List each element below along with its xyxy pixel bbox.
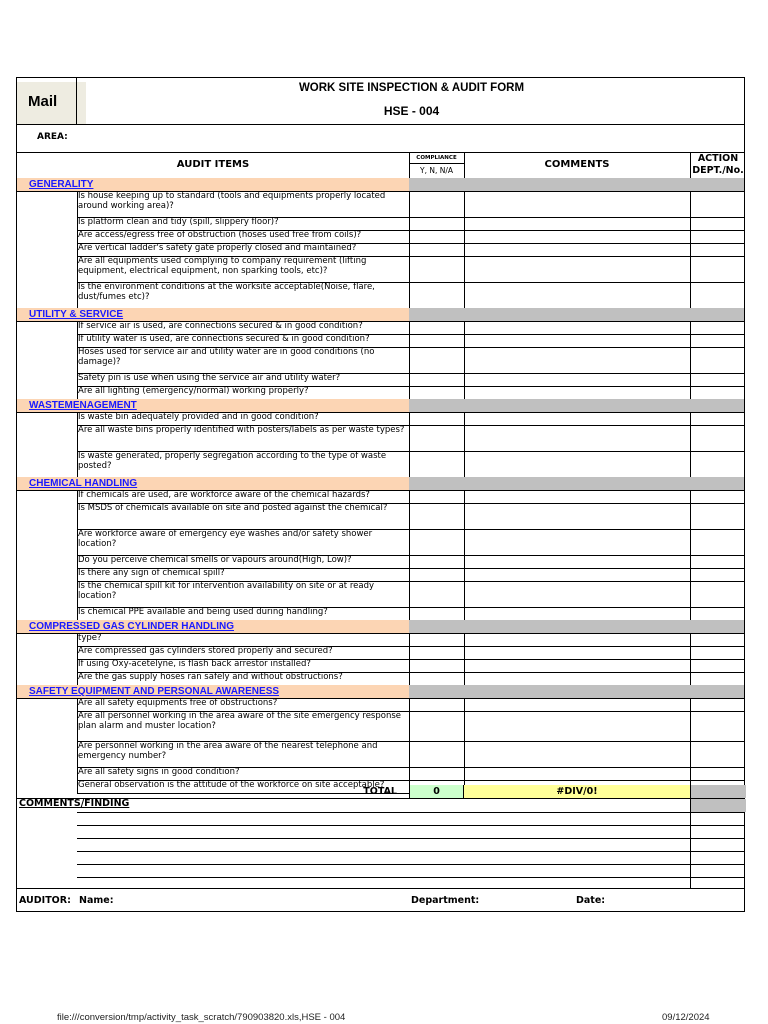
comment-cell[interactable] [464,581,690,607]
comment-line[interactable] [77,864,744,865]
compliance-cell[interactable] [409,321,464,334]
action-cell[interactable] [690,347,744,373]
audit-items-header: AUDIT ITEMS [176,159,250,170]
action-cell[interactable] [690,243,744,256]
action-cell[interactable] [690,503,744,529]
section-grey-fill [409,620,744,633]
audit-item-label: Do you perceive chemical smells or vapours around(High, Low)? [78,555,352,565]
area-divider [17,152,744,153]
comment-cell[interactable] [464,741,690,767]
compliance-cell[interactable] [409,243,464,256]
footer-date: 09/12/2024 [662,1012,710,1023]
action-cell[interactable] [690,568,744,581]
section-title: UTILITY & SERVICE [29,309,124,320]
audit-item-label: Is there any sign of chemical spill? [78,568,225,578]
action-cell[interactable] [690,373,744,386]
compliance-cell[interactable] [409,555,464,568]
comment-line[interactable] [77,812,744,813]
section-title: COMPRESSED GAS CYLINDER HANDLING [29,621,235,632]
compliance-cell[interactable] [409,581,464,607]
action-cell[interactable] [690,256,744,282]
audit-item-label: Is waste generated, properly segregation according to the type of waste posted? [78,451,387,471]
compliance-cell[interactable] [409,412,464,425]
item-indent-divider [77,698,78,793]
compliance-cell[interactable] [409,282,464,308]
action-cell[interactable] [690,646,744,659]
audit-item-label: Are workforce aware of emergency eye washes and/or safety shower location? [78,529,373,549]
action-cell[interactable] [690,607,744,620]
section-grey-fill [409,685,744,698]
compliance-cell[interactable] [409,347,464,373]
compliance-cell[interactable] [409,767,464,780]
header-divider [17,124,744,125]
comment-cell[interactable] [464,386,690,399]
section-title: GENERALITY [29,179,94,190]
action-cell[interactable] [690,334,744,347]
comment-cell[interactable] [464,633,690,646]
compliance-cell[interactable] [409,425,464,451]
audit-item-label: Is the environment conditions at the worksite acceptable(Noise, flare, dust/fumes etc)? [78,282,375,302]
audit-item-label: Are personnel working in the area aware of the nearest telephone and emergency number? [78,741,378,761]
comment-cell[interactable] [464,659,690,672]
comment-cell[interactable] [464,490,690,503]
audit-item-label: Are all personnel working in the area aware of the site emergency response plan alarm and muster location? [78,711,401,731]
compliance-cell[interactable] [409,646,464,659]
section-title: CHEMICAL HANDLING [29,478,138,489]
comment-line[interactable] [77,851,744,852]
audit-item-label: Is house keeping up to standard (tools and equipments properly located around working area)? [78,191,386,211]
audit-item-label: Are compressed gas cylinders stored properly and secured? [78,646,333,656]
action-header-line2: DEPT./No. [692,165,744,176]
comment-cell[interactable] [464,555,690,568]
section-grey-fill [409,477,744,490]
comment-cell[interactable] [464,230,690,243]
item-indent-divider [77,633,78,685]
compliance-header-divider [409,163,464,164]
area-label: AREA: [37,132,68,142]
action-cell[interactable] [690,282,744,308]
comment-cell[interactable] [464,451,690,477]
action-cell[interactable] [690,711,744,741]
compliance-cell[interactable] [409,659,464,672]
compliance-cell[interactable] [409,334,464,347]
audit-item-label: Is chemical PPE available and being used during handling? [78,607,328,617]
section-title: WASTEMENAGEMENT [29,400,137,411]
item-indent-divider [77,490,78,620]
comment-cell[interactable] [464,425,690,451]
auditor-label: AUDITOR: [19,895,71,906]
comments-divider [17,888,744,889]
audit-item-label: Is MSDS of chemicals available on site and posted against the chemical? [78,503,388,513]
audit-item-label: Is the chemical spill kit for intervention availability on site or at ready location? [78,581,375,601]
compliance-header: COMPLIANCE [416,155,457,161]
audit-item-label: Are all equipments used complying to company requirement (lifting equipment, electrical equipment, non sparking tools, etc)? [78,256,367,276]
comment-cell[interactable] [464,529,690,555]
compliance-cell[interactable] [409,568,464,581]
total-action-cell [690,785,746,798]
comment-cell[interactable] [464,191,690,217]
compliance-cell[interactable] [409,191,464,217]
auditor-department-label: Department: [411,895,480,906]
audit-item-label: Is waste bin adequately provided and in good condition? [78,412,319,422]
audit-item-label: Are all safety signs in good condition? [78,767,240,777]
action-cell[interactable] [690,741,744,767]
compliance-cell[interactable] [409,230,464,243]
comment-cell[interactable] [464,347,690,373]
section-title: SAFETY EQUIPMENT AND PERSONAL AWARENESS [29,686,280,697]
compliance-cell[interactable] [409,711,464,741]
item-indent-divider [77,412,78,477]
compliance-cell[interactable] [409,698,464,711]
comment-cell[interactable] [464,412,690,425]
action-cell[interactable] [690,659,744,672]
compliance-cell[interactable] [409,672,464,685]
comment-cell[interactable] [464,646,690,659]
compliance-cell[interactable] [409,217,464,230]
compliance-cell[interactable] [409,373,464,386]
action-cell[interactable] [690,321,744,334]
total-comments: #DIV/0! [464,785,690,798]
comment-cell[interactable] [464,767,690,780]
compliance-cell[interactable] [409,607,464,620]
inspection-form [16,77,745,912]
audit-item-label: If utility water is used, are connections secured & in good condition? [78,334,370,344]
action-cell[interactable] [690,217,744,230]
action-cell[interactable] [690,555,744,568]
audit-item-label: Is platform clean and tidy (spill, slippery floor)? [78,217,279,227]
compliance-cell[interactable] [409,503,464,529]
audit-item-label: If using Oxy-acetelyne, is flash back arrestor installed? [78,659,311,669]
form-title: WORK SITE INSPECTION & AUDIT FORM [298,82,525,94]
audit-item-label: type? [78,633,102,643]
compliance-cell[interactable] [409,386,464,399]
total-label: TOTAL [363,786,397,797]
section-grey-fill [409,308,744,321]
comment-cell[interactable] [464,256,690,282]
action-cell[interactable] [690,490,744,503]
compliance-cell[interactable] [409,529,464,555]
comment-cell[interactable] [464,607,690,620]
item-indent-divider [77,191,78,308]
action-cell[interactable] [690,672,744,685]
audit-item-label: Hoses used for service air and utility water are in good conditions (no damage)? [78,347,375,367]
comment-cell[interactable] [464,282,690,308]
action-cell[interactable] [690,451,744,477]
total-compliance: 0 [409,785,464,798]
comment-action-divider [690,812,691,888]
audit-item-label: Are the gas supply hoses ran safely and without obstructions? [78,672,343,682]
comment-line[interactable] [77,877,744,878]
compliance-values-header: Y, N, N/A [420,166,453,175]
comment-cell[interactable] [464,698,690,711]
audit-item-label: Are all safety equipments free of obstructions? [78,698,278,708]
audit-item-label: Are all lighting (emergency/normal) working properly? [78,386,309,396]
compliance-cell[interactable] [409,633,464,646]
comment-cell[interactable] [464,243,690,256]
comment-cell[interactable] [464,568,690,581]
compliance-cell[interactable] [409,256,464,282]
action-cell[interactable] [690,412,744,425]
logo-text: Mail [28,93,58,110]
comment-cell[interactable] [464,711,690,741]
comment-cell[interactable] [464,334,690,347]
action-cell[interactable] [690,191,744,217]
comment-cell[interactable] [464,503,690,529]
audit-item-label: Are vertical ladder's safety gate properly closed and maintained? [78,243,357,253]
footer-file-path: file:///conversion/tmp/activity_task_scratch/790903820.xls,HSE - 004 [57,1012,346,1023]
auditor-name-label: Name: [79,895,114,906]
action-cell[interactable] [690,633,744,646]
comment-cell[interactable] [464,672,690,685]
audit-item-label: If chemicals are used, are workforce aware of the chemical hazards? [78,490,370,500]
comment-cell[interactable] [464,373,690,386]
action-cell[interactable] [690,230,744,243]
comments-finding-label: COMMENTS/FINDING [19,798,130,809]
compliance-cell[interactable] [409,741,464,767]
action-cell[interactable] [690,767,744,780]
section-grey-fill [409,399,744,412]
audit-item-label: General observation is the attitude of the workforce on site acceptable? [78,780,385,790]
audit-item-label: Are all waste bins properly identified with posters/labels as per waste types? [78,425,405,435]
compliance-cell[interactable] [409,451,464,477]
action-cell[interactable] [690,529,744,555]
action-header-line1: ACTION [697,153,739,164]
comment-line[interactable] [77,825,744,826]
compliance-cell[interactable] [409,490,464,503]
comments-action-cell [690,799,746,812]
audit-item-label: If service air is used, are connections secured & in good condition? [78,321,363,331]
audit-item-label: Safety pin is use when using the service air and utility water? [78,373,341,383]
section-grey-fill [409,178,744,191]
audit-item-label: Are access/egress free of obstruction (hoses used free from coils)? [78,230,362,240]
action-cell[interactable] [690,386,744,399]
item-indent-divider [77,321,78,399]
action-cell[interactable] [690,425,744,451]
form-code: HSE - 004 [383,104,440,118]
action-cell[interactable] [690,698,744,711]
comment-cell[interactable] [464,217,690,230]
comment-cell[interactable] [464,321,690,334]
auditor-date-label: Date: [576,895,606,906]
comments-header: COMMENTS [544,159,610,170]
comment-line[interactable] [77,838,744,839]
action-cell[interactable] [690,581,744,607]
